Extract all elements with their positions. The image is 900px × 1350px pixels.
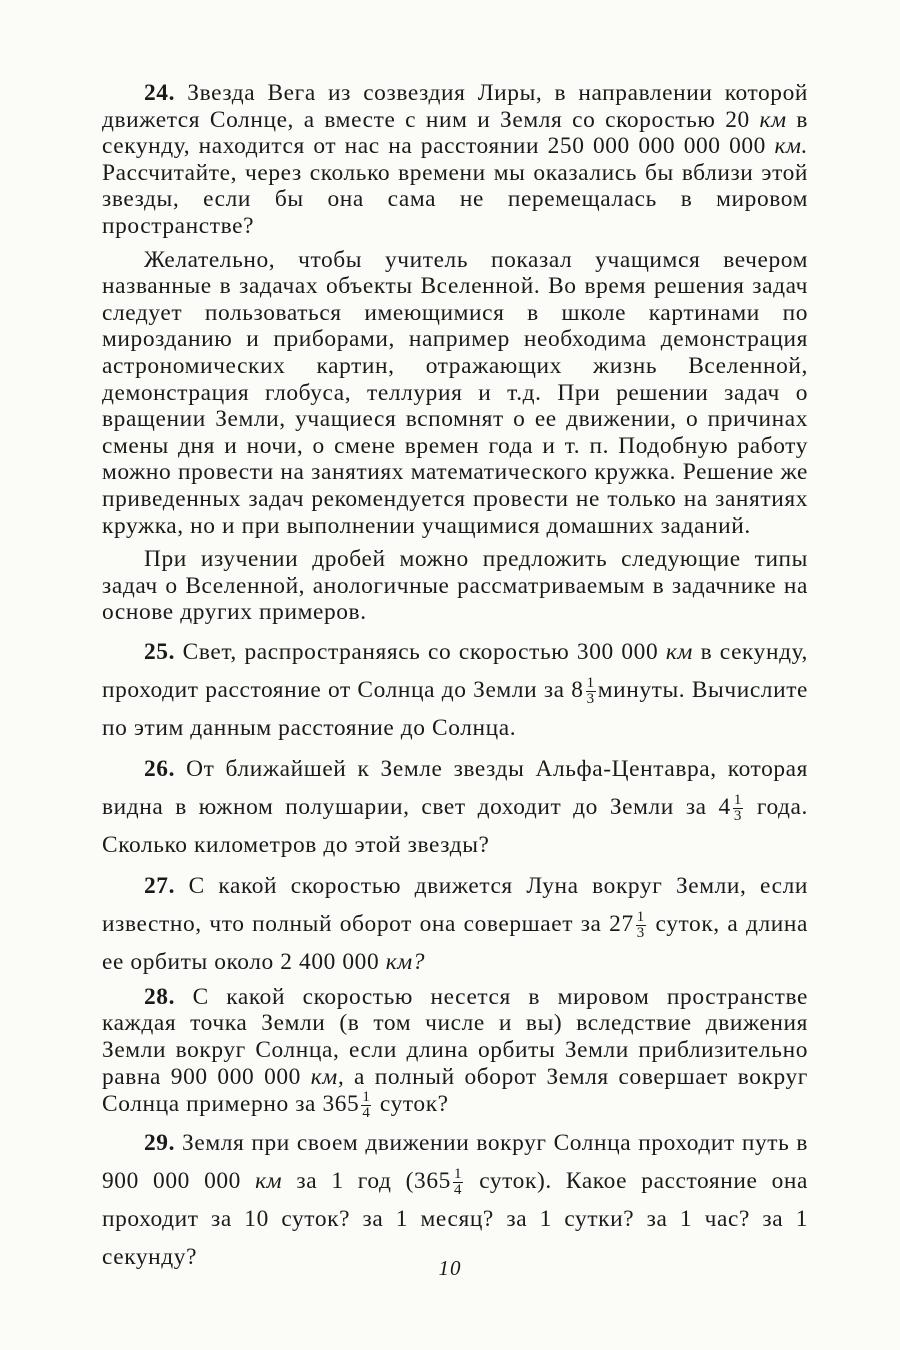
unit-label: км, xyxy=(310,1063,345,1090)
fractions-note: При изучении дробей можно предложить следующие типы задач о Вселенной, анологичные рассматриваемым в задачнике на основе других примеров. xyxy=(102,546,808,626)
problem-number: 26. xyxy=(144,755,176,782)
fraction-numerator: 1 xyxy=(586,675,595,691)
unit-label: км? xyxy=(385,948,426,975)
problem-27 xyxy=(102,867,808,981)
problem-text: суток). Какое расстояние она проходит за 10 суток? за 1 месяц? за 1 сутки? за 1 час? за 1 секунду? xyxy=(102,1168,809,1271)
problem-number: 27. xyxy=(144,872,176,899)
fraction-denominator: 3 xyxy=(636,925,645,941)
problem-text: С какой скоростью движется Луна вокруг Земли, если известно, что полный оборот она совершает за 27 xyxy=(102,872,808,937)
problem-text: минуты. Вычислите по этим данным расстояние до Солнца. xyxy=(102,676,808,741)
page-body xyxy=(102,80,808,1279)
problem-text: за 1 год (365 xyxy=(296,1168,451,1195)
problem-24 xyxy=(102,80,808,240)
fraction-numerator: 1 xyxy=(733,792,742,808)
problem-number: 29. xyxy=(144,1130,176,1157)
fraction-denominator: 3 xyxy=(586,691,595,707)
problem-number: 24. xyxy=(144,80,176,106)
problem-text: Звезда Вега из созвездия Лиры, в направлении которой движется Солнце, а вместе с ним и Земля со скоростью 20 xyxy=(102,80,809,133)
teacher-note: Желательно, чтобы учитель показал учащимся вечером названные в задачах объекты Вселенной. Во время решения задач следует пользоваться имеющимися в школе картинами по мирозданию и приборами, например необходима демонстрация астрономических картин, отражающих жизнь Вселенной, демонстрация глобуса, теллурия и т.д. При решении задач о вращении Земли, учащиеся вспомнят о ее движении, о причинах смены дня и ночи, о смене времен года и т. п. Подобную работу можно провести на занятиях математического кружка. Решение же приведенных задач рекомендуется провести не только на занятиях кружка, но и при выполнении учащимися домашних заданий. xyxy=(102,246,808,539)
fraction xyxy=(636,910,646,941)
problem-text: года. Сколько километров до этой звезды? xyxy=(102,793,808,858)
problem-number: 25. xyxy=(144,638,176,665)
fraction xyxy=(733,793,743,824)
fraction-denominator: 4 xyxy=(453,1182,463,1199)
problem-28 xyxy=(102,984,808,1121)
fraction-numerator: 1 xyxy=(636,909,645,925)
fraction-numerator: 1 xyxy=(453,1166,463,1183)
problem-25 xyxy=(102,633,808,747)
page-number: 10 xyxy=(438,1256,462,1280)
problem-text: а полный оборот Земля совершает вокруг Солнца примерно за 365 xyxy=(102,1063,808,1118)
fraction-denominator: 3 xyxy=(733,808,742,824)
fraction xyxy=(453,1167,463,1198)
unit-label: км xyxy=(255,1168,283,1195)
problem-text: С какой скоростью несется в мировом пространстве каждая точка Земли (в том числе и вы) вследствие движения Земли вокруг Солнца, если длина орбиты Земли приблизительно равна 900 000 000 xyxy=(102,983,808,1090)
unit-label: км xyxy=(759,106,787,133)
problem-text: суток? xyxy=(379,1091,449,1118)
problem-text: в секунду, проходит расстояние от Солнца до Земли за 8 xyxy=(102,638,809,703)
problem-text: в секунду, находится от нас на расстоянии 250 000 000 000 000 xyxy=(102,106,808,160)
fraction-denominator: 4 xyxy=(362,1105,371,1122)
problem-29 xyxy=(102,1124,808,1276)
problem-text: суток, а длина ее орбиты около 2 400 000 xyxy=(102,910,809,975)
problem-text: Земля при своем движении вокруг Солнца проходит путь в 900 000 000 xyxy=(102,1130,808,1195)
problem-text: От ближайшей к Земле звезды Альфа-Центавра, которая видна в южном полушарии, свет доходит до Земли за 4 xyxy=(102,755,808,820)
fraction xyxy=(586,676,596,707)
problem-text: Свет, распространяясь со скоростью 300 000 xyxy=(182,638,659,665)
fraction-numerator: 1 xyxy=(362,1089,371,1106)
problem-number: 28. xyxy=(144,983,176,1010)
problem-26 xyxy=(102,750,808,864)
problem-text: Рассчитайте, через сколько времени мы оказались бы вблизи этой звезды, если бы она сама не перемещалась в мировом пространстве? xyxy=(102,159,808,239)
unit-label: км xyxy=(665,638,693,665)
fraction xyxy=(361,1090,371,1121)
unit-label: км. xyxy=(774,133,809,160)
